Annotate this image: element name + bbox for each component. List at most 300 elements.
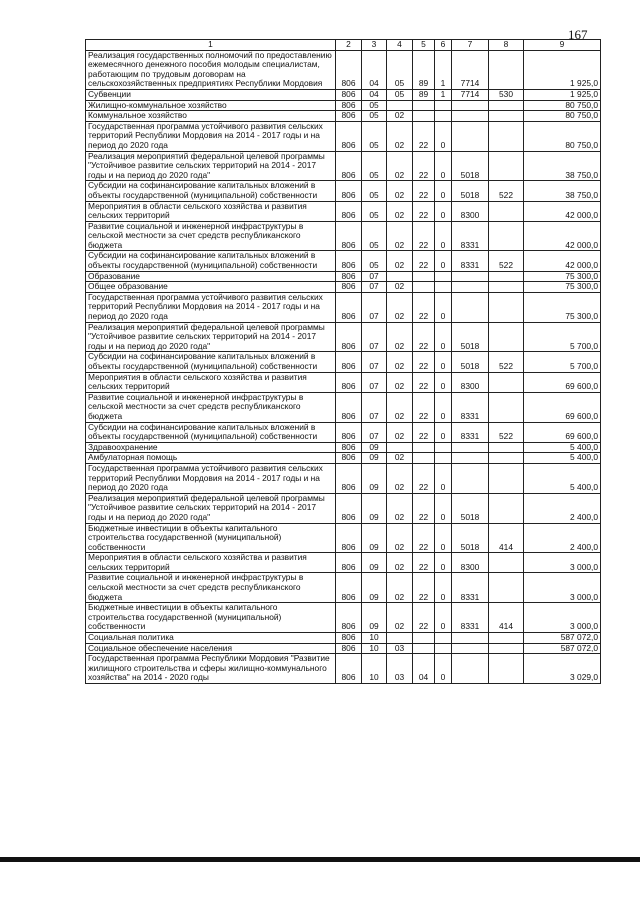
subprogram-cell (435, 100, 452, 111)
program-cell (413, 282, 435, 293)
name-cell: Социальная политика (86, 633, 336, 644)
expense-type-cell (489, 271, 524, 282)
expense-type-cell (489, 121, 524, 151)
name-cell: Развитие социальной и инженерной инфраструктуры в сельской местности за счет средств республиканского бюджета (86, 392, 336, 422)
expense-type-cell (489, 493, 524, 523)
section-cell: 04 (362, 89, 387, 100)
name-cell: Субвенции (86, 89, 336, 100)
amount-cell: 5 700,0 (524, 322, 601, 352)
code-cell: 806 (336, 442, 362, 453)
subsection-cell: 02 (387, 292, 413, 322)
expense-type-cell (489, 573, 524, 603)
program-cell: 22 (413, 251, 435, 271)
code-cell: 806 (336, 89, 362, 100)
target-cell (452, 442, 489, 453)
column-header: 9 (524, 40, 601, 51)
target-cell: 8300 (452, 372, 489, 392)
code-cell: 806 (336, 251, 362, 271)
section-cell: 10 (362, 654, 387, 684)
amount-cell: 69 600,0 (524, 392, 601, 422)
section-cell: 05 (362, 100, 387, 111)
subsection-cell: 05 (387, 89, 413, 100)
table-row (86, 151, 601, 181)
expense-type-cell (489, 100, 524, 111)
code-cell: 806 (336, 201, 362, 221)
section-cell: 07 (362, 282, 387, 293)
amount-cell: 69 600,0 (524, 372, 601, 392)
program-cell: 22 (413, 292, 435, 322)
table-row (86, 453, 601, 464)
program-cell: 22 (413, 352, 435, 372)
table-row (86, 553, 601, 573)
section-cell: 05 (362, 251, 387, 271)
expense-type-cell: 522 (489, 352, 524, 372)
subsection-cell: 03 (387, 643, 413, 654)
code-cell: 806 (336, 392, 362, 422)
section-cell: 09 (362, 463, 387, 493)
expense-type-cell (489, 372, 524, 392)
table-row (86, 111, 601, 122)
code-cell: 806 (336, 643, 362, 654)
amount-cell: 587 072,0 (524, 633, 601, 644)
code-cell: 806 (336, 181, 362, 201)
expense-type-cell (489, 553, 524, 573)
table-row (86, 523, 601, 553)
subprogram-cell (435, 111, 452, 122)
column-header: 6 (435, 40, 452, 51)
column-header: 5 (413, 40, 435, 51)
code-cell: 806 (336, 523, 362, 553)
target-cell (452, 463, 489, 493)
table-row (86, 633, 601, 644)
target-cell: 5018 (452, 523, 489, 553)
subsection-cell (387, 442, 413, 453)
section-cell: 09 (362, 453, 387, 464)
program-cell (413, 100, 435, 111)
amount-cell: 3 000,0 (524, 573, 601, 603)
program-cell (413, 111, 435, 122)
name-cell: Развитие социальной и инженерной инфраструктуры в сельской местности за счет средств республиканского бюджета (86, 573, 336, 603)
subprogram-cell: 0 (435, 573, 452, 603)
subsection-cell: 02 (387, 111, 413, 122)
program-cell: 22 (413, 121, 435, 151)
subsection-cell: 02 (387, 322, 413, 352)
code-cell: 806 (336, 151, 362, 181)
section-cell: 07 (362, 271, 387, 282)
name-cell: Амбулаторная помощь (86, 453, 336, 464)
name-cell: Общее образование (86, 282, 336, 293)
section-cell: 07 (362, 352, 387, 372)
program-cell (413, 271, 435, 282)
amount-cell: 42 000,0 (524, 201, 601, 221)
expense-type-cell (489, 111, 524, 122)
amount-cell: 42 000,0 (524, 221, 601, 251)
expense-type-cell (489, 282, 524, 293)
name-cell: Реализация мероприятий федеральной целевой программы "Устойчивое развитие сельских территорий на 2014 - 2017 годы и на период до 2020 года" (86, 322, 336, 352)
column-header: 3 (362, 40, 387, 51)
table-row (86, 372, 601, 392)
section-cell: 05 (362, 201, 387, 221)
code-cell: 806 (336, 553, 362, 573)
subprogram-cell: 0 (435, 493, 452, 523)
amount-cell: 42 000,0 (524, 251, 601, 271)
code-cell: 806 (336, 322, 362, 352)
section-cell: 05 (362, 151, 387, 181)
table-row (86, 603, 601, 633)
program-cell: 22 (413, 573, 435, 603)
expense-type-cell (489, 463, 524, 493)
name-cell: Государственная программа устойчивого развития сельских территорий Республики Мордовия на 2014 - 2017 годы и на период до 2020 года (86, 121, 336, 151)
code-cell: 806 (336, 654, 362, 684)
name-cell: Субсидии на софинансирование капитальных вложений в объекты государственной (муниципальной) собственности (86, 181, 336, 201)
code-cell: 806 (336, 422, 362, 442)
table-row (86, 50, 601, 89)
table-row (86, 292, 601, 322)
column-header: 8 (489, 40, 524, 51)
subprogram-cell: 0 (435, 352, 452, 372)
table-row (86, 89, 601, 100)
subsection-cell: 02 (387, 422, 413, 442)
code-cell: 806 (336, 573, 362, 603)
table-row (86, 573, 601, 603)
column-header: 4 (387, 40, 413, 51)
code-cell: 806 (336, 292, 362, 322)
expense-type-cell (489, 201, 524, 221)
amount-cell: 1 925,0 (524, 89, 601, 100)
table-row (86, 100, 601, 111)
amount-cell: 5 700,0 (524, 352, 601, 372)
table-row (86, 463, 601, 493)
code-cell: 806 (336, 121, 362, 151)
subprogram-cell: 0 (435, 603, 452, 633)
target-cell (452, 282, 489, 293)
amount-cell: 38 750,0 (524, 181, 601, 201)
expense-type-cell (489, 654, 524, 684)
code-cell: 806 (336, 100, 362, 111)
table-row (86, 121, 601, 151)
program-cell: 22 (413, 603, 435, 633)
program-cell: 22 (413, 221, 435, 251)
amount-cell: 80 750,0 (524, 100, 601, 111)
name-cell: Коммунальное хозяйство (86, 111, 336, 122)
name-cell: Здравоохранение (86, 442, 336, 453)
name-cell: Образование (86, 271, 336, 282)
name-cell: Мероприятия в области сельского хозяйства и развития сельских территорий (86, 372, 336, 392)
table-row (86, 201, 601, 221)
expense-type-cell (489, 442, 524, 453)
amount-cell: 2 400,0 (524, 493, 601, 523)
name-cell: Социальное обеспечение населения (86, 643, 336, 654)
expense-type-cell: 414 (489, 603, 524, 633)
subprogram-cell: 0 (435, 201, 452, 221)
subsection-cell: 02 (387, 573, 413, 603)
target-cell: 8331 (452, 221, 489, 251)
target-cell (452, 100, 489, 111)
subsection-cell: 02 (387, 453, 413, 464)
section-cell: 09 (362, 573, 387, 603)
code-cell: 806 (336, 50, 362, 89)
section-cell: 09 (362, 553, 387, 573)
section-cell: 07 (362, 292, 387, 322)
subsection-cell: 02 (387, 121, 413, 151)
name-cell: Государственная программа устойчивого развития сельских территорий Республики Мордовия на 2014 - 2017 годы и на период до 2020 года (86, 463, 336, 493)
subprogram-cell: 0 (435, 553, 452, 573)
amount-cell: 75 300,0 (524, 282, 601, 293)
subprogram-cell: 1 (435, 89, 452, 100)
code-cell: 806 (336, 603, 362, 633)
table-row (86, 352, 601, 372)
expense-type-cell (489, 50, 524, 89)
section-cell: 05 (362, 181, 387, 201)
subprogram-cell: 0 (435, 523, 452, 553)
expense-type-cell (489, 453, 524, 464)
name-cell: Бюджетные инвестиции в объекты капитального строительства государственной (муниципальной) собственности (86, 603, 336, 633)
subsection-cell: 02 (387, 463, 413, 493)
table-row (86, 643, 601, 654)
target-cell: 8331 (452, 251, 489, 271)
target-cell: 8331 (452, 603, 489, 633)
amount-cell: 38 750,0 (524, 151, 601, 181)
code-cell: 806 (336, 282, 362, 293)
subprogram-cell: 0 (435, 181, 452, 201)
table-row (86, 442, 601, 453)
target-cell (452, 453, 489, 464)
subsection-cell (387, 633, 413, 644)
target-cell: 8300 (452, 201, 489, 221)
table-row (86, 181, 601, 201)
program-cell (413, 633, 435, 644)
subsection-cell: 02 (387, 603, 413, 633)
expense-type-cell (489, 633, 524, 644)
name-cell: Субсидии на софинансирование капитальных вложений в объекты государственной (муниципальной) собственности (86, 352, 336, 372)
program-cell: 22 (413, 493, 435, 523)
target-cell: 8331 (452, 392, 489, 422)
table-row (86, 221, 601, 251)
subsection-cell: 02 (387, 251, 413, 271)
subprogram-cell: 0 (435, 292, 452, 322)
subsection-cell: 02 (387, 372, 413, 392)
expense-type-cell: 530 (489, 89, 524, 100)
program-cell: 22 (413, 523, 435, 553)
amount-cell: 5 400,0 (524, 442, 601, 453)
table-row (86, 282, 601, 293)
section-cell: 05 (362, 111, 387, 122)
subprogram-cell (435, 271, 452, 282)
subprogram-cell: 0 (435, 392, 452, 422)
expense-type-cell: 522 (489, 422, 524, 442)
section-cell: 07 (362, 422, 387, 442)
expense-type-cell (489, 151, 524, 181)
subprogram-cell: 1 (435, 50, 452, 89)
subsection-cell (387, 100, 413, 111)
subsection-cell: 02 (387, 523, 413, 553)
column-header: 1 (86, 40, 336, 51)
subsection-cell (387, 271, 413, 282)
table-row (86, 654, 601, 684)
subprogram-cell: 0 (435, 121, 452, 151)
amount-cell: 2 400,0 (524, 523, 601, 553)
name-cell: Бюджетные инвестиции в объекты капитального строительства государственной (муниципальной) собственности (86, 523, 336, 553)
expense-type-cell: 414 (489, 523, 524, 553)
subprogram-cell: 0 (435, 372, 452, 392)
amount-cell: 69 600,0 (524, 422, 601, 442)
target-cell: 7714 (452, 50, 489, 89)
amount-cell: 587 072,0 (524, 643, 601, 654)
program-cell: 22 (413, 181, 435, 201)
name-cell: Субсидии на софинансирование капитальных вложений в объекты государственной (муниципальной) собственности (86, 422, 336, 442)
code-cell: 806 (336, 633, 362, 644)
subprogram-cell: 0 (435, 251, 452, 271)
table-header-row (86, 40, 601, 51)
subsection-cell: 02 (387, 181, 413, 201)
target-cell: 5018 (452, 181, 489, 201)
name-cell: Субсидии на софинансирование капитальных вложений в объекты государственной (муниципальной) собственности (86, 251, 336, 271)
expense-type-cell: 522 (489, 251, 524, 271)
expense-type-cell: 522 (489, 181, 524, 201)
program-cell (413, 453, 435, 464)
target-cell (452, 654, 489, 684)
subsection-cell: 03 (387, 654, 413, 684)
table-row (86, 392, 601, 422)
code-cell: 806 (336, 352, 362, 372)
code-cell: 806 (336, 463, 362, 493)
program-cell: 22 (413, 553, 435, 573)
code-cell: 806 (336, 493, 362, 523)
table-row (86, 422, 601, 442)
expense-type-cell (489, 292, 524, 322)
section-cell: 05 (362, 221, 387, 251)
target-cell (452, 643, 489, 654)
subprogram-cell (435, 453, 452, 464)
amount-cell: 80 750,0 (524, 121, 601, 151)
code-cell: 806 (336, 221, 362, 251)
name-cell: Реализация государственных полномочий по предоставлению ежемесячного денежного пособия молодым специалистам, работающим по трудовым договорам на сельскохозяйственных предприятиях Республики Мордовия (86, 50, 336, 89)
subprogram-cell (435, 643, 452, 654)
target-cell: 8331 (452, 422, 489, 442)
code-cell: 806 (336, 453, 362, 464)
program-cell: 22 (413, 372, 435, 392)
program-cell (413, 643, 435, 654)
subsection-cell: 02 (387, 151, 413, 181)
subsection-cell: 02 (387, 201, 413, 221)
subprogram-cell: 0 (435, 322, 452, 352)
column-header: 2 (336, 40, 362, 51)
table-row (86, 322, 601, 352)
table-row (86, 493, 601, 523)
name-cell: Реализация мероприятий федеральной целевой программы "Устойчивое развитие сельских территорий на 2014 - 2017 годы и на период до 2020 года" (86, 493, 336, 523)
name-cell: Развитие социальной и инженерной инфраструктуры в сельской местности за счет средств республиканского бюджета (86, 221, 336, 251)
section-cell: 09 (362, 603, 387, 633)
name-cell: Государственная программа устойчивого развития сельских территорий Республики Мордовия на 2014 - 2017 годы и на период до 2020 года (86, 292, 336, 322)
name-cell: Мероприятия в области сельского хозяйства и развития сельских территорий (86, 553, 336, 573)
target-cell (452, 271, 489, 282)
section-cell: 09 (362, 493, 387, 523)
program-cell: 22 (413, 422, 435, 442)
program-cell: 89 (413, 89, 435, 100)
page-number: 167 (568, 27, 588, 42)
subsection-cell: 05 (387, 50, 413, 89)
subsection-cell: 02 (387, 493, 413, 523)
expense-type-cell (489, 221, 524, 251)
subsection-cell: 02 (387, 352, 413, 372)
subprogram-cell: 0 (435, 221, 452, 251)
target-cell (452, 292, 489, 322)
subsection-cell: 02 (387, 221, 413, 251)
table-row (86, 271, 601, 282)
subprogram-cell: 0 (435, 463, 452, 493)
budget-table (85, 39, 601, 684)
name-cell: Жилищно-коммунальное хозяйство (86, 100, 336, 111)
program-cell: 04 (413, 654, 435, 684)
target-cell (452, 633, 489, 644)
program-cell: 22 (413, 463, 435, 493)
expense-type-cell (489, 392, 524, 422)
program-cell: 22 (413, 201, 435, 221)
section-cell: 07 (362, 372, 387, 392)
program-cell: 22 (413, 392, 435, 422)
target-cell: 5018 (452, 493, 489, 523)
subsection-cell: 02 (387, 553, 413, 573)
subprogram-cell (435, 442, 452, 453)
name-cell: Мероприятия в области сельского хозяйства и развития сельских территорий (86, 201, 336, 221)
section-cell: 07 (362, 392, 387, 422)
program-cell: 89 (413, 50, 435, 89)
subprogram-cell: 0 (435, 151, 452, 181)
bottom-divider (0, 857, 640, 862)
subprogram-cell (435, 633, 452, 644)
program-cell: 22 (413, 322, 435, 352)
program-cell: 22 (413, 151, 435, 181)
section-cell: 09 (362, 523, 387, 553)
target-cell (452, 111, 489, 122)
amount-cell: 1 925,0 (524, 50, 601, 89)
target-cell: 5018 (452, 322, 489, 352)
section-cell: 10 (362, 633, 387, 644)
table-body (86, 50, 601, 683)
section-cell: 05 (362, 121, 387, 151)
amount-cell: 75 300,0 (524, 271, 601, 282)
code-cell: 806 (336, 271, 362, 282)
expense-type-cell (489, 322, 524, 352)
section-cell: 04 (362, 50, 387, 89)
amount-cell: 5 400,0 (524, 453, 601, 464)
program-cell (413, 442, 435, 453)
table-row (86, 251, 601, 271)
target-cell: 5018 (452, 151, 489, 181)
code-cell: 806 (336, 111, 362, 122)
code-cell: 806 (336, 372, 362, 392)
column-header: 7 (452, 40, 489, 51)
subprogram-cell: 0 (435, 422, 452, 442)
amount-cell: 75 300,0 (524, 292, 601, 322)
target-cell: 5018 (452, 352, 489, 372)
name-cell: Государственная программа Республики Мордовия "Развитие жилищного строительства и сферы жилищно-коммунального хозяйства" на 2014 - 2020 годы (86, 654, 336, 684)
subsection-cell: 02 (387, 392, 413, 422)
amount-cell: 3 029,0 (524, 654, 601, 684)
section-cell: 10 (362, 643, 387, 654)
amount-cell: 3 000,0 (524, 553, 601, 573)
target-cell: 7714 (452, 89, 489, 100)
section-cell: 09 (362, 442, 387, 453)
subsection-cell: 02 (387, 282, 413, 293)
amount-cell: 80 750,0 (524, 111, 601, 122)
target-cell (452, 121, 489, 151)
subprogram-cell (435, 282, 452, 293)
expense-type-cell (489, 643, 524, 654)
amount-cell: 3 000,0 (524, 603, 601, 633)
target-cell: 8331 (452, 573, 489, 603)
section-cell: 07 (362, 322, 387, 352)
